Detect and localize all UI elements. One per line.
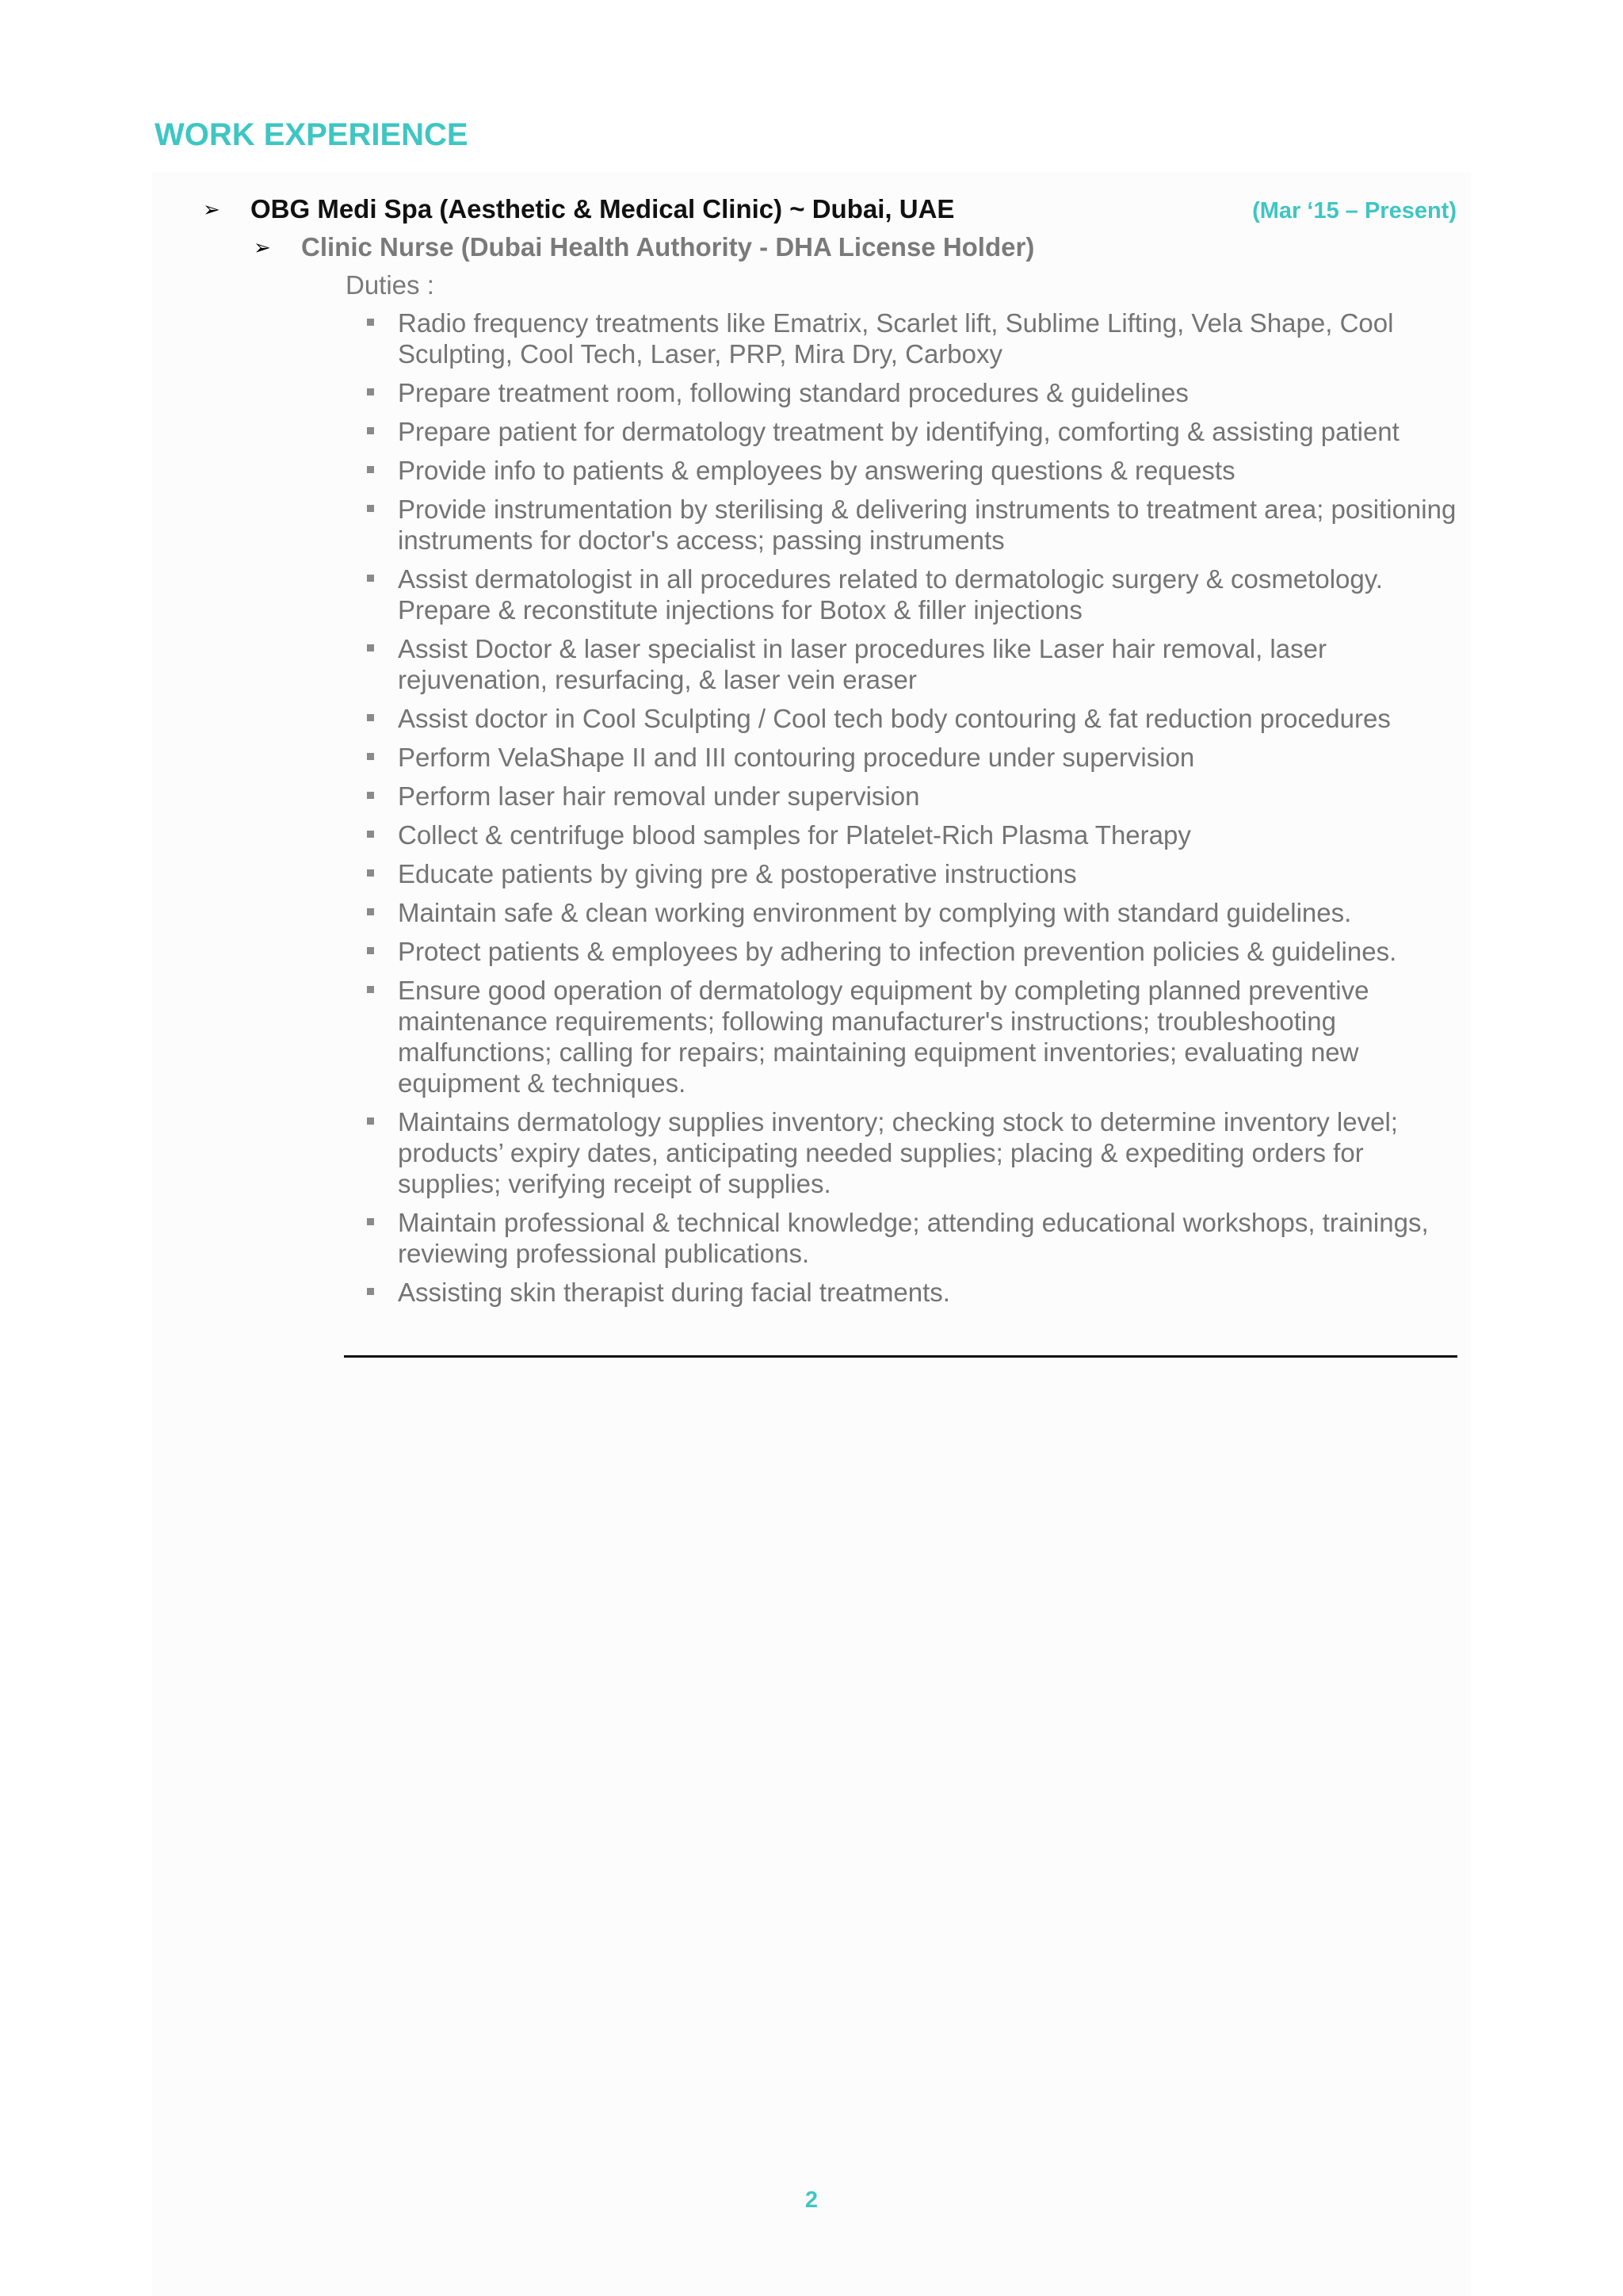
duty-text: Perform laser hair removal under supervision [398,781,920,811]
duty-item [365,742,1466,773]
duty-text: Collect & centrifuge blood samples for Platelet-Rich Plasma Therapy [398,820,1191,850]
arrow-bullet-icon: ➢ [254,235,271,259]
duties-list [365,308,1466,1316]
duty-text: Maintain professional & technical knowledge; attending educational workshops, trainings, reviewing professional publications. [398,1208,1429,1268]
duty-text: Assist doctor in Cool Sculpting / Cool tech body contouring & fat reduction procedures [398,704,1391,733]
duty-text: Maintains dermatology supplies inventory; checking stock to determine inventory level; products’ expiry dates, anticipating needed supplies; placing & expediting orders for supplies; verifying receipt of supplies. [398,1107,1398,1198]
employment-dates: (Mar ‘15 – Present) [1252,198,1457,223]
square-bullet-icon [367,505,374,512]
duties-label: Duties : [346,270,434,300]
duty-text: Maintain safe & clean working environment by complying with standard guidelines. [398,898,1352,927]
square-bullet-icon [367,792,374,799]
duty-text: Assist dermatologist in all procedures related to dermatologic surgery & cosmetology. Prepare & reconstitute injections for Botox & filler injections [398,564,1383,625]
duty-text: Prepare treatment room, following standard procedures & guidelines [398,378,1189,407]
duty-text: Protect patients & employees by adhering to infection prevention policies & guidelines. [398,937,1397,966]
square-bullet-icon [367,388,374,395]
role-row [254,228,1442,266]
duty-item [365,819,1466,850]
square-bullet-icon [367,714,374,721]
section-divider [344,1355,1457,1358]
square-bullet-icon [367,319,374,326]
duty-item [365,781,1466,812]
duty-item [365,975,1466,1098]
duty-text: Radio frequency treatments like Ematrix, Scarlet lift, Sublime Lifting, Vela Shape, Cool Sculpting, Cool Tech, Laser, PRP, Mira Dry, Carboxy [398,308,1394,369]
arrow-bullet-icon: ➢ [203,197,220,221]
duty-item [365,1106,1466,1199]
page-number: 2 [804,2187,819,2213]
square-bullet-icon [367,753,374,760]
duty-text: Assisting skin therapist during facial treatments. [398,1278,950,1307]
duty-text: Prepare patient for dermatology treatment by identifying, comforting & assisting patient [398,417,1400,446]
duty-text: Assist Doctor & laser specialist in laser procedures like Laser hair removal, laser rejuvenation, resurfacing, & laser vein eraser [398,634,1327,694]
duty-item [365,633,1466,695]
duty-item [365,455,1466,486]
duty-text: Educate patients by giving pre & postoperative instructions [398,859,1077,888]
role-title: Clinic Nurse (Dubai Health Authority - DHA License Holder) [301,232,1035,262]
duty-text: Ensure good operation of dermatology equipment by completing planned preventive maintenance requirements; following manufacturer's instructions; troubleshooting malfunctions; calling for repairs; maintaining equipment inventories; evaluating new equipment & techniques. [398,976,1369,1098]
duty-item [365,563,1466,625]
square-bullet-icon [367,644,374,651]
duty-item [365,858,1466,889]
duty-item [365,494,1466,556]
duty-item [365,1277,1466,1308]
square-bullet-icon [367,1117,374,1125]
duty-item [365,308,1466,369]
duty-item [365,897,1466,928]
section-title: WORK EXPERIENCE [155,117,468,152]
square-bullet-icon [367,869,374,877]
square-bullet-icon [367,831,374,838]
duty-item [365,936,1466,967]
duty-item [365,416,1466,447]
square-bullet-icon [367,1218,374,1225]
duty-item [365,377,1466,408]
duty-item [365,1207,1466,1269]
square-bullet-icon [367,427,374,434]
square-bullet-icon [367,575,374,582]
square-bullet-icon [367,466,374,473]
square-bullet-icon [367,1288,374,1295]
square-bullet-icon [367,986,374,993]
duty-text: Perform VelaShape II and III contouring procedure under supervision [398,743,1195,772]
duty-text: Provide instrumentation by sterilising & delivering instruments to treatment area; positioning instruments for doctor's access; passing instruments [398,495,1457,555]
duty-item [365,703,1466,734]
square-bullet-icon [367,908,374,915]
duty-text: Provide info to patients & employees by answering questions & requests [398,456,1235,485]
square-bullet-icon [367,947,374,954]
employer-name: OBG Medi Spa (Aesthetic & Medical Clinic) ~ Dubai, UAE [250,194,955,223]
employer-row [203,190,1457,228]
